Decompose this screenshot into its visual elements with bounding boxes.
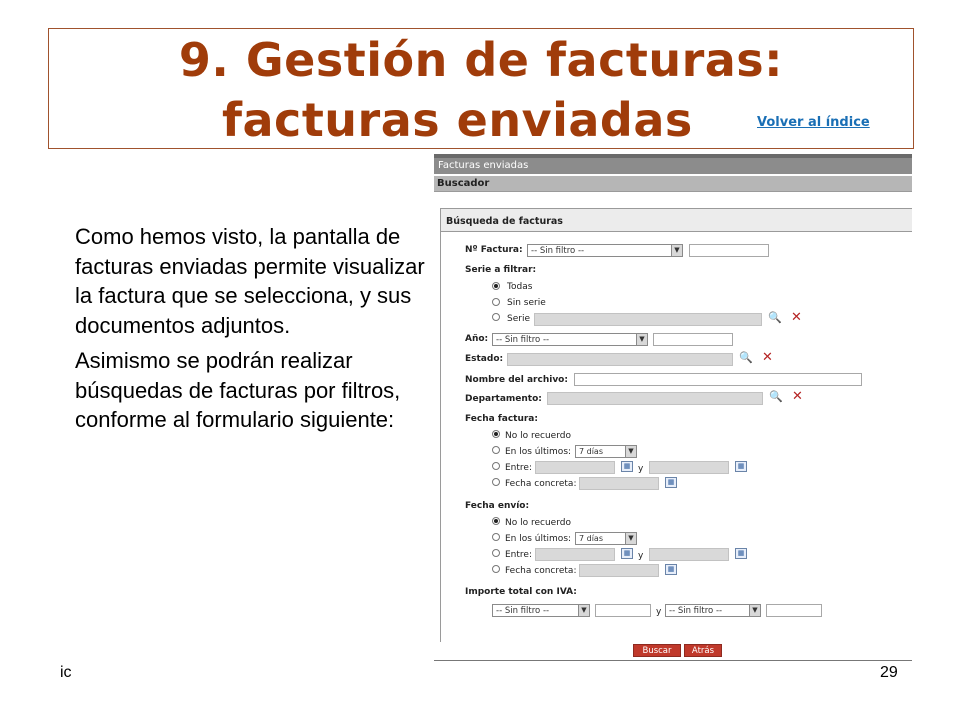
department-field	[547, 392, 763, 405]
file-name-input[interactable]	[574, 373, 862, 386]
chevron-down-icon: ▼	[625, 446, 636, 457]
slide-title-line1: 9. Gestión de facturas:	[178, 33, 784, 87]
divider	[434, 660, 912, 661]
series-radio-serie[interactable]	[492, 313, 500, 321]
year-select-value: -- Sin filtro --	[496, 335, 550, 345]
invoice-date-option-no-recuerdo: No lo recuerdo	[505, 431, 571, 441]
invoice-date-radio-ultimos[interactable]	[492, 446, 500, 454]
invoice-date-option-ultimos: En los últimos:	[505, 447, 572, 457]
paragraph-2: Asimismo se podrán realizar búsquedas de facturas por filtros, conforme al formulario siguiente:	[75, 348, 401, 432]
series-option-todas: Todas	[507, 282, 533, 292]
calendar-icon[interactable]: ▦	[621, 461, 633, 472]
search-icon[interactable]: 🔍	[768, 311, 782, 324]
year-label: Año:	[465, 334, 489, 344]
calendar-icon[interactable]: ▦	[735, 461, 747, 472]
panel-title: Búsqueda de facturas	[441, 209, 912, 232]
send-date-days-select[interactable]	[575, 532, 637, 545]
invoice-date-option-entre: Entre:	[505, 463, 532, 473]
year-input[interactable]	[653, 333, 733, 346]
series-field	[534, 313, 762, 326]
footer-label: ic	[60, 664, 72, 681]
send-date-exact-field	[579, 564, 659, 577]
page-number: 29	[880, 664, 898, 681]
calendar-icon[interactable]: ▦	[665, 564, 677, 575]
send-date-option-entre: Entre:	[505, 550, 532, 560]
search-icon[interactable]: 🔍	[769, 390, 783, 403]
invoice-date-days-value: 7 días	[579, 447, 604, 456]
close-icon[interactable]: ✕	[791, 310, 802, 325]
total-amount-select-2-value: -- Sin filtro --	[669, 606, 723, 616]
invoice-number-input[interactable]	[689, 244, 769, 257]
send-date-from-field	[535, 548, 615, 561]
invoice-date-radio-concreta[interactable]	[492, 478, 500, 486]
close-icon[interactable]: ✕	[792, 389, 803, 404]
invoice-date-days-select[interactable]	[575, 445, 637, 458]
series-option-sin-serie: Sin serie	[507, 298, 546, 308]
total-amount-label: Importe total con IVA:	[465, 587, 577, 597]
series-option-serie: Serie	[507, 314, 530, 324]
title-box	[48, 28, 914, 149]
window-title: Facturas enviadas	[434, 158, 912, 174]
series-radio-sin-serie[interactable]	[492, 298, 500, 306]
invoice-date-option-concreta: Fecha concreta:	[505, 479, 577, 489]
invoice-date-to-field	[649, 461, 729, 474]
chevron-down-icon: ▼	[636, 334, 647, 345]
invoice-number-label: Nº Factura:	[465, 245, 523, 255]
invoice-number-select[interactable]	[527, 244, 683, 257]
department-label: Departamento:	[465, 394, 542, 404]
total-amount-select-1[interactable]	[492, 604, 590, 617]
calendar-icon[interactable]: ▦	[735, 548, 747, 559]
search-icon[interactable]: 🔍	[739, 351, 753, 364]
search-panel	[440, 208, 912, 642]
chevron-down-icon: ▼	[749, 605, 760, 616]
invoice-date-label: Fecha factura:	[465, 414, 538, 424]
send-date-option-ultimos: En los últimos:	[505, 534, 572, 544]
invoice-date-exact-field	[579, 477, 659, 490]
invoice-number-select-value: -- Sin filtro --	[531, 246, 585, 256]
total-amount-select-2[interactable]	[665, 604, 761, 617]
send-date-label: Fecha envío:	[465, 501, 530, 511]
calendar-icon[interactable]: ▦	[621, 548, 633, 559]
chevron-down-icon: ▼	[578, 605, 589, 616]
and-text: y	[638, 464, 644, 474]
and-text: y	[656, 607, 662, 617]
back-button[interactable]: Atrás	[684, 644, 722, 657]
total-amount-input-2[interactable]	[766, 604, 822, 617]
status-label: Estado:	[465, 354, 504, 364]
and-text: y	[638, 551, 644, 561]
body-text	[75, 222, 445, 441]
close-icon[interactable]: ✕	[762, 350, 773, 365]
invoice-date-radio-entre[interactable]	[492, 462, 500, 470]
send-date-radio-ultimos[interactable]	[492, 533, 500, 541]
total-amount-input-1[interactable]	[595, 604, 651, 617]
send-date-option-no-recuerdo: No lo recuerdo	[505, 518, 571, 528]
slide-title-line2: facturas enviadas	[222, 93, 693, 147]
send-date-radio-entre[interactable]	[492, 549, 500, 557]
status-field	[507, 353, 733, 366]
paragraph-1: Como hemos visto, la pantalla de facturas enviadas permite visualizar la factura que se selecciona, y sus documentos adjuntos.	[75, 224, 425, 338]
series-label: Serie a filtrar:	[465, 265, 537, 275]
file-name-label: Nombre del archivo:	[465, 375, 568, 385]
send-date-radio-no-recuerdo[interactable]	[492, 517, 500, 525]
embedded-screenshot	[434, 154, 912, 662]
calendar-icon[interactable]: ▦	[665, 477, 677, 488]
section-title: Buscador	[434, 176, 912, 192]
invoice-date-radio-no-recuerdo[interactable]	[492, 430, 500, 438]
send-date-option-concreta: Fecha concreta:	[505, 566, 577, 576]
send-date-radio-concreta[interactable]	[492, 565, 500, 573]
send-date-to-field	[649, 548, 729, 561]
series-radio-todas[interactable]	[492, 282, 500, 290]
send-date-days-value: 7 días	[579, 534, 604, 543]
chevron-down-icon: ▼	[625, 533, 636, 544]
back-to-index-link[interactable]: Volver al índice	[757, 115, 870, 130]
chevron-down-icon: ▼	[671, 245, 682, 256]
year-select[interactable]	[492, 333, 648, 346]
invoice-date-from-field	[535, 461, 615, 474]
search-button[interactable]: Buscar	[633, 644, 681, 657]
total-amount-select-1-value: -- Sin filtro --	[496, 606, 550, 616]
